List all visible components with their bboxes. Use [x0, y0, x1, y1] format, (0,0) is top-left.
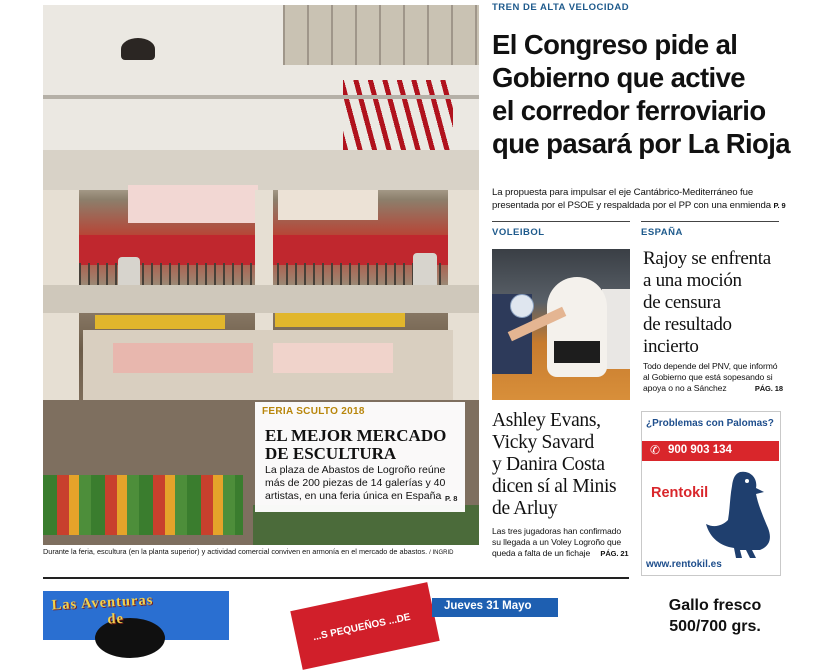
ad-brand-logo: Rentokil: [651, 485, 709, 501]
feria-headline-line: EL MEJOR MERCADO: [265, 426, 447, 445]
espana-summary-line-text: apoya o no a Sánchez: [643, 383, 727, 393]
photo-floor-slab: [43, 150, 479, 190]
espana-headline-line: incierto: [643, 336, 699, 357]
voleibol-summary: [492, 526, 632, 559]
voleibol-headline-line: Vicky Savard: [492, 432, 594, 453]
main-lead-line-text: presentada por el PSOE y respaldada por el PP con una enmienda: [492, 200, 771, 211]
offer-product: Gallo fresco: [668, 597, 762, 614]
photo-caption: [43, 547, 479, 556]
main-lead: [492, 186, 792, 212]
feria-tag: FERIA SCULTO 2018: [262, 406, 365, 417]
espana-summary: [643, 361, 783, 394]
feria-headline[interactable]: [265, 427, 465, 463]
main-kicker: TREN DE ALTA VELOCIDAD: [492, 2, 630, 13]
section-divider: [492, 221, 630, 222]
offer-weight: 500/700 grs.: [669, 618, 761, 635]
voleibol-kicker: VOLEIBOL: [492, 227, 545, 238]
photo-ledge: [43, 285, 479, 313]
comic-title-line: Las Aventuras: [51, 592, 154, 614]
voleibol-headline[interactable]: [492, 410, 637, 520]
main-headline-line: que pasará por La Rioja: [492, 128, 790, 159]
bottom-divider: [43, 577, 629, 579]
main-headline-line: el corredor ferroviario: [492, 95, 766, 126]
main-headline[interactable]: [492, 28, 792, 160]
date-label: Jueves 31 Mayo: [444, 600, 532, 612]
espana-summary-line: [643, 383, 783, 394]
photo-produce-stall: [43, 475, 243, 535]
voleibol-summary-line: su llegada a un Voley Logroño que: [492, 537, 622, 547]
volleyball-photo: [492, 249, 630, 400]
feria-headline-line: DE ESCULTURA: [265, 444, 397, 463]
espana-summary-line: al Gobierno que está sopesando si: [643, 372, 773, 382]
voleibol-summary-line: Las tres jugadoras han confirmado: [492, 526, 622, 536]
section-divider: [641, 221, 779, 222]
photo-stall-sign: [95, 315, 225, 329]
espana-headline-line: de resultado: [643, 314, 732, 335]
phone-icon: ✆: [650, 443, 661, 457]
main-lead-line: La propuesta para impulsar el eje Cantábrico-Mediterráneo fue: [492, 187, 754, 198]
feria-summary-line: La plaza de Abastos de Logroño reúne: [265, 464, 446, 476]
photo-lamp: [413, 253, 437, 289]
photo-meat-counter: [113, 343, 253, 373]
espana-headline[interactable]: [643, 248, 783, 358]
voleibol-headline-line: dicen sí al Minis: [492, 476, 617, 497]
ad-question: ¿Problemas con Palomas?: [646, 418, 774, 429]
espana-headline-line: Rajoy se enfrenta: [643, 248, 771, 269]
main-headline-line: Gobierno que active: [492, 62, 745, 93]
espana-kicker: ESPAÑA: [641, 227, 683, 238]
espana-summary-line: Todo depende del PNV, que informó: [643, 361, 778, 371]
photo-balcony: [43, 95, 479, 99]
photo-stall: [278, 190, 378, 220]
main-lead-line: [492, 199, 792, 212]
feria-summary-line: artistas, en una feria única en España: [265, 490, 442, 502]
ad-url[interactable]: www.rentokil.es: [646, 559, 722, 570]
ad-phone-number: 900 903 134: [668, 444, 732, 456]
feria-summary-line: más de 200 piezas de 14 galerías y 40: [265, 477, 446, 489]
voleibol-page-ref: PÁG. 21: [600, 549, 629, 558]
photo-butcher-stall: [128, 185, 258, 223]
photo-meat-counter: [273, 343, 393, 373]
photo-window: [283, 5, 479, 65]
photo-stall-sign: [275, 313, 405, 327]
comic-title-line: de: [107, 610, 125, 628]
photo-caption-text: Durante la feria, escultura (en la planta superior) y actividad comercial conviven en armonía en el mercado de abastos.: [43, 547, 428, 556]
photo-column-mid: [255, 190, 273, 340]
voleibol-headline-line: Ashley Evans,: [492, 410, 601, 431]
voleibol-summary-line: [492, 548, 632, 559]
main-page-ref: P. 9: [773, 201, 786, 210]
pigeon-icon: [700, 468, 776, 560]
voleibol-summary-line-text: queda a falta de un fichaje: [492, 548, 591, 558]
feria-summary: [265, 464, 465, 503]
promo-banner-text: ...S PEQUEÑOS ...DE: [311, 611, 412, 644]
photo-swing-sculpture: [121, 38, 155, 60]
feria-page-ref: P. 8: [445, 494, 458, 503]
voleibol-headline-line: de Arluy: [492, 498, 558, 519]
volleyball-player-shorts: [554, 341, 600, 363]
espana-headline-line: de censura: [643, 292, 721, 313]
espana-headline-line: a una moción: [643, 270, 742, 291]
espana-page-ref: PÁG. 18: [754, 384, 783, 393]
photo-credit: / INGRID: [429, 550, 454, 556]
main-headline-line: El Congreso pide al: [492, 29, 738, 60]
voleibol-headline-line: y Danira Costa: [492, 454, 605, 475]
volleyball-ball: [510, 294, 534, 318]
photo-red-sculpture: [343, 80, 453, 150]
